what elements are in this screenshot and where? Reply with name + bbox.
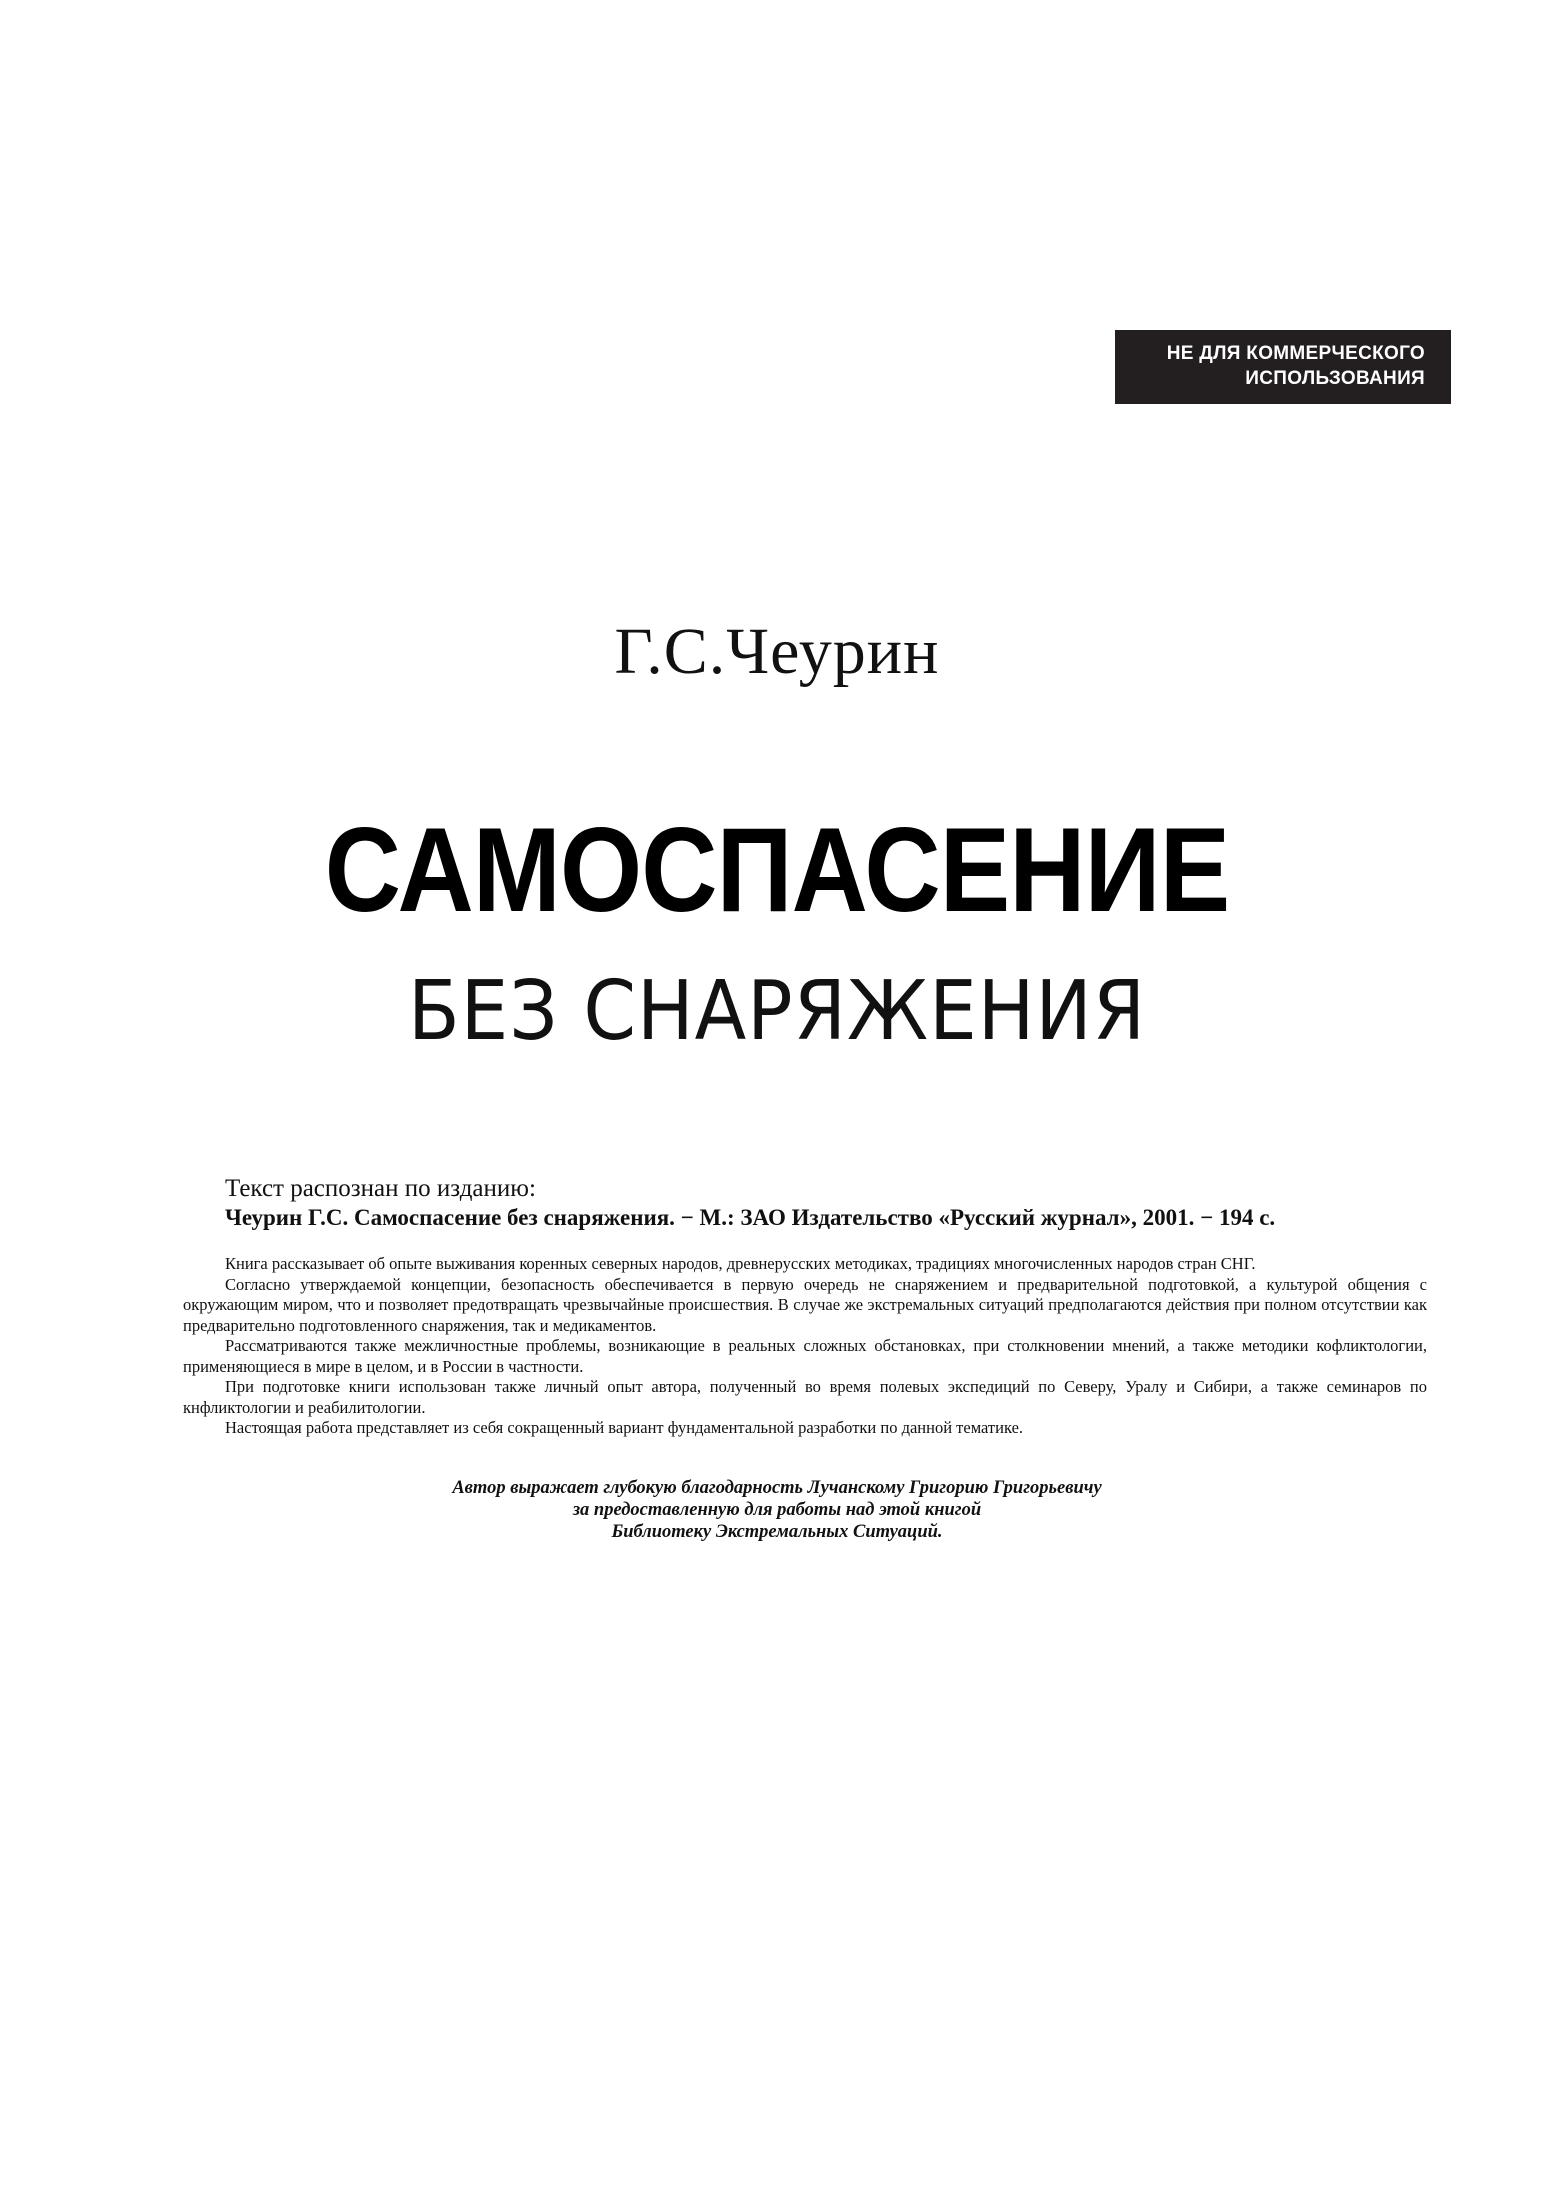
annotation-paragraph: При подготовке книги использован также личный опыт автора, полученный во время полевых экспедиций по Северу, Уралу и Сибири, а также семинаров по кнфликтологии и реабилитологии. <box>183 1377 1427 1417</box>
book-subtitle: БЕЗ СНАРЯЖЕНИЯ <box>407 964 1147 1059</box>
annotation-paragraph: Согласно утверждаемой концепции, безопасность обеспечивается в первую очередь не снаряжением и предварительной подготовкой, а культурой общения с окружающим миром, что и позволяет предотвращать чрезвычайные происшествия. В случае же экстремальных ситуаций предполагаются действия при полном отсутствии как предварительно подготовленного снаряжения, так и медикаментов. <box>183 1274 1427 1335</box>
author-name: Г.С.Чеурин <box>614 615 940 688</box>
non-commercial-badge <box>1115 330 1451 404</box>
annotation-paragraph: Рассматриваются также межличностные проблемы, возникающие в реальных сложных обстановках, при столкновении мнений, а также методики кофликтологии, применяющиеся в мире в целом, и в России в частности. <box>183 1336 1427 1376</box>
book-title: САМОСПАСЕНИЕ <box>324 803 1230 937</box>
acknowledgement-line-1: Автор выражает глубокую благодарность Лучанскому Григорию Григорьевичу <box>452 1478 1102 1498</box>
source-edition <box>225 1175 1455 1233</box>
annotation-paragraph: Настоящая работа представляет из себя сокращенный вариант фундаментальной разработки по данной тематике. <box>225 1418 1024 1437</box>
badge-line-1: НЕ ДЛЯ КОММЕРЧЕСКОГО <box>1166 343 1425 364</box>
source-label: Текст распознан по изданию: <box>225 1175 536 1202</box>
acknowledgement <box>0 1477 1554 1543</box>
source-reference: Чеурин Г.С. Самоспасение без снаряжения. − М.: ЗАО Издательство «Русский журнал», 2001. − 194 с. <box>225 1205 1276 1230</box>
acknowledgement-line-3: Библиотеку Экстремальных Ситуаций. <box>611 1522 943 1542</box>
annotation-paragraph: Книга рассказывает об опыте выживания коренных северных народов, древнерусских методиках, традициях многочисленных народов стран СНГ. <box>225 1254 1256 1273</box>
book-annotation <box>183 1254 1427 1439</box>
acknowledgement-line-2: за предоставленную для работы над этой книгой <box>572 1500 982 1520</box>
badge-line-2: ИСПОЛЬЗОВАНИЯ <box>1245 368 1425 389</box>
